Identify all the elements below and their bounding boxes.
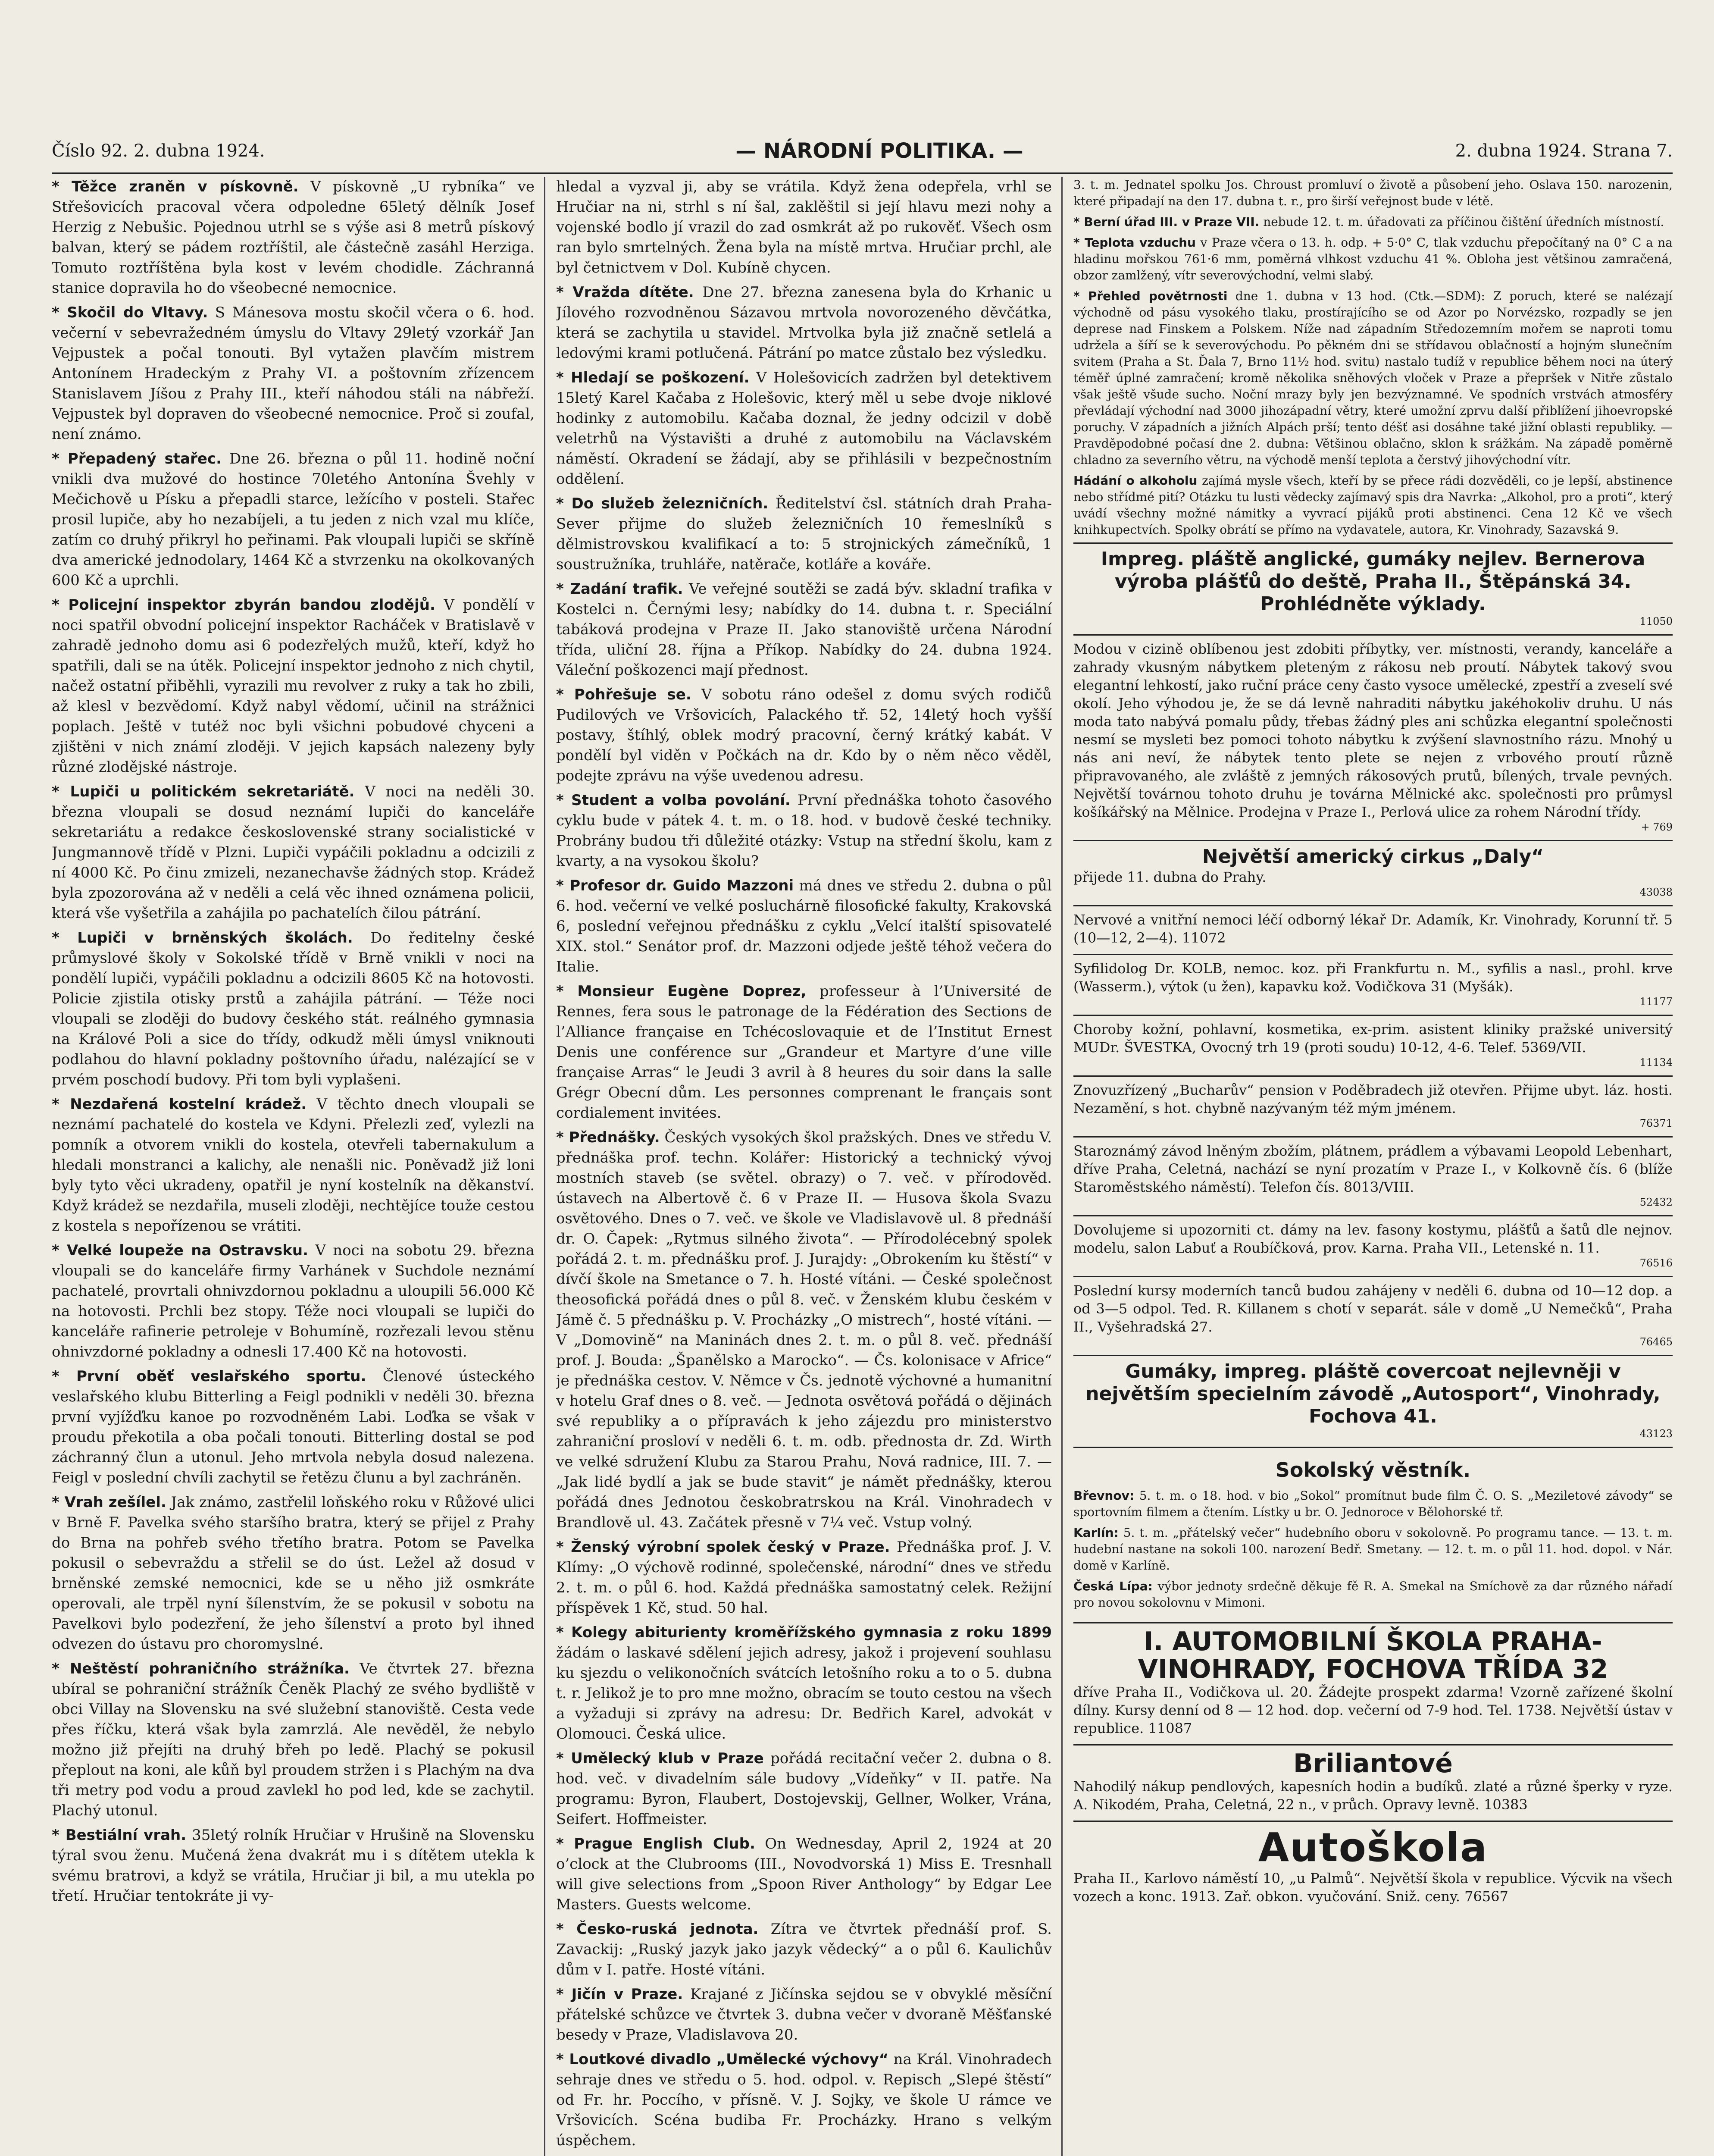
article-text: Ve veřejné soutěži se zadá býv. skladní trafika v Kostelci n. Černými lesy; nabídky do 14. dubna t. r. Speciální tabáková prodejna v Praze II. Jako stanoviště určena Národní třída, uliční 28. října a Příkop. Nabídky do 24. dubna 1924. Váleční poškozenci mají přednost. bbox=[556, 580, 1052, 679]
article-headline: * Student a volba povolání. bbox=[556, 792, 791, 809]
article-text: 3. t. m. Jednatel spolku Jos. Chroust promluví o životě a působení jeho. Oslava 150. narozenin, které připadají na den 17. dubna t. r., pro širší veřejnost bude v létě. bbox=[1073, 178, 1673, 208]
article-paragraph bbox=[52, 1366, 535, 1488]
article-paragraph bbox=[1073, 473, 1673, 538]
article-headline: * Přehled povětrnosti bbox=[1073, 289, 1228, 303]
article-headline: * Prague English Club. bbox=[556, 1835, 755, 1852]
article-paragraph bbox=[52, 1659, 535, 1821]
article-headline: * Vražda dítěte. bbox=[556, 284, 694, 301]
ad-text: Poslední kursy moderních tanců budou zahájeny v neděli 6. dubna od 10—12 dop. a od 3—5 odpol. Ted. R. Killanem s chotí v separát. sále v domě „U Nemečků“, Praha II., Vyšehradská 27. bbox=[1073, 1282, 1673, 1335]
article-paragraph bbox=[52, 928, 535, 1090]
sokol-item bbox=[1073, 1525, 1673, 1574]
article-paragraph bbox=[556, 790, 1052, 871]
column-rule bbox=[1061, 177, 1063, 2156]
article-paragraph bbox=[1073, 288, 1673, 468]
article-text: Jak známo, zastřelil loňského roku v Růžové ulici v Brně F. Pavelka svého staršího bratra, který se přijel z Prahy do Brna na pohřeb svého třetího bratra. Potom se Pavelka pokusil o sebevraždu a střelil se do úst. Ležel až dosud v brněnské zemské nemocnici, kde se u něho již osmkráte operovali, ale trpěl nyní šílenstvím, že se pokusil v sobotu na Pavelkovi bylo podezření, že jeho šílenství a proto byl ihned odvezen do ústavu pro choromyslné. bbox=[52, 1494, 535, 1653]
article-headline: * Profesor dr. Guido Mazzoni bbox=[556, 877, 794, 894]
article-text: dne 1. dubna v 13 hod. (Ctk.—SDM): Z poruch, které se nalézají východně od pásu vysokého tlaku, prostírajícího se od Azor po Norvézsko, rozpadly se jen deprese nad Finskem a Polskem. Níže nad západním Středozemním mořem se naproti tomu udržela a šíří se k severovýchodu. Po pěkném dni se střídavou oblačností a hojným slunečním svitem (Praha a St. Ďala 7, Brno 11½ hod. svitu) nastalo tudíž v republice během noci na úterý téměř úplné zamračení; kromě několika sněhových vloček v Praze a přepršek v Nitře zůstalo však ještě všude sucho. Noční mrazy byly jen bezvýznamné. Ve spodních vrstvách atmosféry převládají východní nad 3000 jihozápadní větry, které umožní zprvu další přiblížení jihoevropské poruchy. V západních a jižních Alpách prší; tento déšť asi dosáhne také jižní oblasti republiky. — Pravděpodobné počasí dne 2. dubna: Většinou oblačno, sklon k srážkám. Na západě poměrně chladno za severního větru, na východě menší teplota a čerstvý jihovýchodní vítr. bbox=[1073, 289, 1673, 467]
article-paragraph bbox=[556, 368, 1052, 489]
article-text: Českých vysokých škol pražských. Dnes ve středu V. přednáška prof. techn. Kolářer: Historický a technický vývoj mostních staveb (se světel. obrazy) o 7. več. v přírodověd. ústavech na Albertově č. 6 v Praze II. — Husova škola Svazu osvětového. Dnes o 7. več. ve škole ve Vladislavově ul. 8 přednáší dr. O. Čapek: „Rytmus silného života“. — Přírodolécebný spolek pořádá 2. t. m. přednášku prof. J. Jurajdy: „Obrokením ku štěstí“ v dívčí škole na Smetance o 7. h. Hosté vítáni. — České společnost theosofická pořádá dnes o půl 8. več. v Ženském klubu českém v Jámě č. 5 přednášku p. V. Procházky „O mistrech“, hosté vítáni. — V „Domovině“ na Maninách dnes 2. t. m. o půl 8. več. přednáší prof. J. Bouda: „Španělsko a Marocko“. — Čs. kolonisace v Africe“ je přednáška cestov. V. Němce v Čs. jednotě výchovné a humanitní v hotelu Graf dnes o 8. več. — Jednota osvětová pořádá o dějinách své republiky a o přípravách k jeho zájezdu pro ministerstvo zahraniční prosloví v neděli 6. t. m. odb. přednosta dr. Zd. Wirth ve velké sdružení Klubu za Starou Prahu, Nová radnice, III. 7. — „Jak lidé bydlí a jak se bude stavit“ je námět přednášky, kterou pořádá dnes Jednotou českobratrskou na Král. Vinohradech v Brandlově ul. 43. Začátek přesně v 7¼ več. Vstup volný. bbox=[556, 1129, 1052, 1531]
advertisement bbox=[1073, 1075, 1673, 1134]
advertisement bbox=[1073, 905, 1673, 952]
advertisement bbox=[1073, 1015, 1673, 1074]
article-paragraph bbox=[52, 595, 535, 777]
masthead-title: — NÁRODNÍ POLITIKA. — bbox=[735, 139, 1023, 163]
article-headline: * Umělecký klub v Praze bbox=[556, 1750, 764, 1767]
article-headline: * Skočil do Vltavy. bbox=[52, 304, 208, 321]
article-text: V sobotu ráno odešel z domu svých rodičů Pudilových ve Vršovicích, Palackého tř. 52, 14letý hoch vyšší postavy, štíhlý, oblek modrý pracovní, černý krátký kabát. V pondělí byl viděn v Počkách na dr. Kdo by o něm něco věděl, podejte zprávu na výše uvedenou adresu. bbox=[556, 686, 1052, 784]
ad-text: Choroby kožní, pohlavní, kosmetika, ex-prim. asistent kliniky pražské universitý MUDr. ŠVESTKA, Ovocný trh 19 (proti soudu) 10-12, 4-6. Telef. 5369/VII. bbox=[1073, 1021, 1673, 1056]
article-text: pořádá recitační večer 2. dubna o 8. hod. več. v divadelním sále budovy „Vídeňky“ v II. patře. Na programu: Byron, Flaubert, Dostojevskij, Gellner, Wolker, Vrána, Seifert. Hoffmeister. bbox=[556, 1750, 1052, 1828]
article-paragraph bbox=[556, 685, 1052, 786]
ad-large-headline: Autoškola bbox=[1258, 1824, 1488, 1871]
masthead-date-page: 2. dubna 1924. Strana 7. bbox=[1455, 141, 1673, 161]
advertisement bbox=[1073, 1355, 1673, 1445]
ad-number: 76465 bbox=[1639, 1336, 1673, 1348]
column-1 bbox=[52, 177, 535, 2156]
article-headline: * Pohřešuje se. bbox=[556, 686, 691, 703]
ad-headline: Největší americký cirkus „Daly“ bbox=[1202, 846, 1544, 868]
article-headline: * Do služeb železničních. bbox=[556, 495, 769, 512]
ad-text: Znovuzřízený „Bucharův“ pension v Poděbradech již otevřen. Přijme ubyt. láz. hosti. Nezamění, s hot. chybně nazývaným též mým jménem. bbox=[1073, 1082, 1673, 1116]
article-text: má dnes ve středu 2. dubna o půl 6. hod. večerní ve velké posluchárně filosofické fakulty, Krakovská 6, poslední veřejnou přednášku z cyklu „Velcí italští spisovatelé XIX. stol.“ Senátor prof. dr. Mazzoni odjede ještě téhož večera do Italie. bbox=[556, 877, 1052, 975]
article-paragraph bbox=[1073, 177, 1673, 210]
article-headline: * Teplota vzduchu bbox=[1073, 235, 1196, 250]
advertisement bbox=[1073, 1136, 1673, 1213]
ad-text: Syfilidolog Dr. KOLB, nemoc. koz. při Frankfurtu n. M., syfilis a nasl., prohl. krve (Wasserm.), výtok (u žen), kapavku kož. Vodičkova 31 (Myšák). bbox=[1073, 960, 1673, 995]
article-headline: * Kolegy abiturienty kroměřížského gymnasia z roku 1899 bbox=[556, 1624, 1052, 1641]
advertisement bbox=[1073, 954, 1673, 1013]
article-text: žádám o laskavé sdělení jejich adresy, jakož i projevení souhlasu ku sjezdu o velikonočních svátcích letošního roku a to o 5. dubna t. r. Jelikož je to pro mne možno, obracím se touto cestou na všech a vyžaduji si zprávy na adresu: Dr. Bedřich Karel, advokát v Olomouci. Česká ulice. bbox=[556, 1644, 1052, 1742]
ad-number: 76371 bbox=[1639, 1117, 1673, 1129]
article-text: v Praze včera o 13. h. odp. + 5·0° C, tlak vzduchu přepočítaný na 0° C a na hladinu mořskou 761·6 mm, poměrná vlhkost vzduchu 41 %. Obloha jest většinou zamračená, obzor zamlžený, vítr severovýchodní, velmi slabý. bbox=[1073, 235, 1673, 282]
article-paragraph bbox=[52, 1492, 535, 1655]
article-text: On Wednesday, April 2, 1924 at 20 o’clock at the Clubrooms (III., Novodvorská 1) Miss E. Tresnhall will give selections from „Spoon River Anthology“ by Edgar Lee Masters. Guests welcome. bbox=[556, 1835, 1052, 1913]
article-text: Členové ústeckého veslařského klubu Bitterling a Feigl podnikli v neděli 30. března první vyjížďku kanoe po rozvodněném Labi. Loďka se však v proudu překotila a oba počali tonouti. Bitterling dostal se pod záchranný člun a utonul. Jeho mrtvola nebyla dosud nalezena. Feigl v poslední chvíli zachytil se řetězu člunu a byl zachráněn. bbox=[52, 1368, 535, 1486]
article-text: Ředitelství čsl. státních drah Praha-Sever přijme do služeb železničních 10 řemeslníků s dělmistrovskou kvalifikací a to: 5 strojnických zámečníků, 1 soustružníka, truhláře, natěrače, kotláře a kováře. bbox=[556, 495, 1052, 573]
ad-number: 43038 bbox=[1639, 886, 1673, 898]
ad-text: Nervové a vnitřní nemoci léčí odborný lékař Dr. Adamík, Kr. Vinohrady, Korunní tř. 5 (10—12, 2—4). 11072 bbox=[1073, 912, 1673, 946]
article-text: V noci na neděli 30. března vloupali se dosud neznámí lupiči do kanceláře sekretariátu a redakce československé strany socialistické v Jungmannově třídě v Plzni. Lupiči vypáčili pokladnu a odcizili z ní 4000 Kč. Po činu zmizeli, nezanechavše žádných stop. Krádež byla zpozorována až v neděli a celá věc ihned oznámena policii, která vše vyšetřila a zahájila po pachatelích čilou pátrání. bbox=[52, 783, 535, 922]
article-paragraph bbox=[556, 282, 1052, 364]
sokol-item-text: 5. t. m. „přátelský večer“ hudebního oboru v sokolovně. Po programu tance. — 13. t. m. hudební nastane na sokoli 100. narození Bedř. Smetany. — 12. t. m. o půl 11. hod. dopol. v Nár. domě v Karlíně. bbox=[1073, 1526, 1673, 1573]
article-text: První přednáška tohoto časového cyklu bude v pátek 4. t. m. o 18. hod. v budově české techniky. Probrány budou tři důležité otázky: Vstup na střední školu, kam z kvarty, a na vysokou školu? bbox=[556, 792, 1052, 870]
article-paragraph bbox=[556, 494, 1052, 575]
article-paragraph bbox=[1073, 235, 1673, 284]
article-headline: * Monsieur Eugène Doprez, bbox=[556, 983, 807, 1000]
article-text: Dne 27. března zanesena byla do Krhanic u Jílového rozvodněnou Sázavou mrtvola novorozeného děvčátka, která se zachytila u stavidel. Mrtvolka byla již značně setlelá a ledovými krami potlučená. Pátrání po matce zůstalo bez výsledku. bbox=[556, 284, 1052, 362]
ad-text: dříve Praha II., Vodičkova ul. 20. Žádejte prospekt zdarma! Vzorně zařízené školní dílny. Kursy denní od 8 — 12 hod. dop. večerní od 7-9 hod. Tel. 1738. Největší ústav v republice. 11087 bbox=[1073, 1684, 1673, 1736]
article-paragraph bbox=[52, 1825, 535, 1906]
article-text: nebude 12. t. m. úřadovati za příčinou čištění úředních místností. bbox=[1263, 215, 1664, 229]
article-paragraph bbox=[556, 1984, 1052, 2045]
article-headline: * Česko-ruská jednota. bbox=[556, 1921, 759, 1938]
article-headline: * Jičín v Praze. bbox=[556, 1986, 683, 2003]
article-headline: * Berní úřad III. v Praze VII. bbox=[1073, 215, 1260, 229]
article-paragraph bbox=[52, 449, 535, 591]
article-text: professeur à l’Université de Rennes, fera sous le patronage de la Fédération des Sections de l’Alliance française en Tchécoslovaquie et de l’Institut Ernest Denis une conférence sur „Grandeur et Martyre d’une ville française Arras“ le Jeudi 3 avril à 8 heures du soir dans la salle Grégr Obecní dům. Les personnes comprenant le français sont cordialement invitées. bbox=[556, 983, 1052, 1122]
article-paragraph bbox=[52, 782, 535, 924]
article-headline: * Přednášky. bbox=[556, 1129, 660, 1146]
article-text: Ve čtvrtek 27. března ubíral se pohraniční strážník Čeněk Plachý ze svého bydliště v obci Villay na Slovensku na své služební stanoviště. Cesta vede přes říčku, která však byla zamrzlá. Ale nevěděl, že nebylo možno již přejíti na druhý břeh po ledě. Plachý se pokusil přeplout na koni, ale kůň byl proudem stržen i s Plachým na dva tři metry pod vodu a proud zavlekl ho pod led, kde se zachytil. Plachý utonul. bbox=[52, 1660, 535, 1819]
article-paragraph bbox=[556, 981, 1052, 1123]
article-paragraph bbox=[52, 1094, 535, 1236]
article-text: V pondělí v noci spatřil obvodní policejní inspektor Racháček v Bratislavě v zahradě jednoho domu asi 6 podezřelých mužů, kteří, když ho spatřili, dali se na útěk. Policejní inspektor jednoho z nich chytil, načež ostatní přiběhli, vyrazili mu revolver z ruky a tak ho zbili, až klesl v bezvědomí. Když nabyl vědomí, učinil na strážnici poplach. Ještě v tutéž noc byli všichni pobudové chyceni a zjištěni v nich známí zloději. V jejich kapsách nalezeny byly různé zlodějské nástroje. bbox=[52, 596, 535, 776]
article-text: Krajané z Jičínska sejdou se v obvyklé měsíční přátelské schůzce ve čtvrtek 3. dubna večer v dvoraně Měšťanské besedy v Praze, Vladislavova 20. bbox=[556, 1986, 1052, 2043]
article-headline: * Loutkové divadlo „Umělecké výchovy“ bbox=[556, 2051, 889, 2068]
article-paragraph bbox=[556, 579, 1052, 680]
ad-number: + 769 bbox=[1641, 821, 1673, 833]
article-text: V pískovně „U rybníka“ ve Střešovicích pracoval včera odpoledne 65letý dělník Josef Herzig z Nebušic. Pojednou utrhl se s výše asi 8 metrů pískový balvan, který se pádem roztříštil, ale částečně zasáhl Herziga. Tomuto roztříštěna byla kost v levém chodidle. Záchranná stanice dopravila ho do všeobecné nemocnice. bbox=[52, 178, 535, 297]
ad-text: Dovolujeme si upozorniti ct. dámy na lev. fasony kostymu, plášťů a šatů dle nejnov. modelu, salon Labuť a Roubíčková, prov. Karna. Praha VII., Letenské n. 11. bbox=[1073, 1222, 1673, 1256]
sokol-item-text: 5. t. m. o 18. hod. v bio „Sokol“ promítnut bude film Č. O. S. „Meziletové závody“ se sportovním filmem a čtením. Lístky u br. O. Jednoroce v Bělohorské tř. bbox=[1073, 1489, 1673, 1519]
article-text: Do ředitelny české průmyslové školy v Sokolské třídě v Brně vnikli v noci na pondělí lupiči, vypáčili pokladnu a odcizili 8605 Kč na hotovosti. Policie zjistila otisky prstů a zahájila pátrání. — Téže noci vloupali se zloději do budovy českého stát. reálného gymnasia na Králové Poli a sice do třídy, odkudž měli úmysl vniknouti podlahou do hlavní pokladny poštovního úřadu, nalézající se v prvém poschodí budovy. Při tom byli vyplašeni. bbox=[52, 929, 535, 1088]
article-text: Přednáška prof. J. V. Klímy: „O výchově rodinné, společenské, národní“ dnes ve středu 2. t. m. o půl 6. hod. Každá přednáška samostatný celek. Režijní příspěvek 1 Kč, stud. 50 hal. bbox=[556, 1539, 1052, 1617]
section-title-sokol: Sokolský věstník. bbox=[1275, 1458, 1471, 1482]
article-paragraph bbox=[52, 1241, 535, 1362]
article-text: na Král. Vinohradech sehraje dnes ve středu o 5. hod. odpol. v. Repisch „Slepé štěstí“ od Fr. hr. Poccího, v přísně. V. J. Sojky, ve škole U rámce ve Vršovicích. Scéna budiba Fr. Procházky. Hrano s velkým úspěchem. bbox=[556, 2051, 1052, 2149]
article-paragraph bbox=[556, 177, 1052, 278]
article-paragraph bbox=[556, 1537, 1052, 1618]
ad-text: Nahodilý nákup pendlových, kapesních hodin a budíků. zlaté a různé šperky v ryze. A. Nikodém, Praha, Celetná, 22 n., v průch. Opravy levně. 10383 bbox=[1073, 1778, 1673, 1813]
article-headline: * Ženský výrobní spolek český v Praze. bbox=[556, 1539, 890, 1556]
article-paragraph bbox=[1073, 214, 1673, 230]
sokol-section bbox=[1073, 1447, 1673, 1620]
article-headline: Hádání o alkoholu bbox=[1073, 473, 1198, 488]
ad-text: Staroznámý závod lněným zbožím, plátnem, prádlem a výbavami Leopold Lebenhart, dříve Praha, Celetná, nachází se nyní prozatím v Praze I., v Kolkovně čís. 6 (blíže Staroměstského náměstí). Telefon čís. 8013/VIII. bbox=[1073, 1143, 1673, 1195]
ad-number: 52432 bbox=[1639, 1196, 1673, 1208]
column-3 bbox=[1073, 177, 1673, 2156]
sokol-item-text: výbor jednoty srdečně děkuje fě R. A. Smekal na Smíchově za dar různého nářadí pro novou sokolovnu v Mimoni. bbox=[1073, 1579, 1673, 1610]
article-text: hledal a vyzval ji, aby se vrátila. Když žena odepřela, vrhl se Hručiar na ni, strhl s ní šal, zaklěštil si její hlavu mezi nohy a vojenské bodlo jí vrazil do zad osmkrát až po rukověť. Všech osm ran bylo smrtelných. Žena byla na místě mrtva. Hručiar prchl, ale byl četnictvem v Dol. Kubíně chycen. bbox=[556, 178, 1052, 276]
ad-text: Modou v cizině oblíbenou jest zdobiti příbytky, ver. místnosti, verandy, kanceláře a zahrady vkusným nábytkem pleteným z rákosu neb proutí. Nábytek takový svou elegantní lehkostí, jako ruční práce ceny často vysoce umělecké, zpestří a zveselí své okolí. Jeho výhodou je, že se dá levně nahraditi nábytku jakéhokoliv druhu. U nás moda tato nabývá pomalu půdy, třebas žádný ples ani schůzka elegantní společnosti nesmí se mysleti bez pomoci tohoto nábytku k zvýšení slavnostního rázu. Mnohý u nás ani neví, že nábytek tento plete se nejen z vrbového proutí různě připravovaného, ale zvláště z jemných rákosových prutů, bílených, trvale pevných. Největší továrnou tohoto druhu je továrna Mělnické akc. společnosti pro průmysl košíkářský na Mělnice. Prodejna v Praze I., Perlová ulice za rohem Národní třídy. bbox=[1073, 641, 1673, 820]
article-headline: * Hledají se poškození. bbox=[556, 369, 750, 386]
masthead bbox=[52, 138, 1673, 174]
ad-number: 11134 bbox=[1639, 1056, 1673, 1069]
advertisement-large bbox=[1073, 1622, 1673, 1742]
article-headline: * Lupiči u politickém sekretariátě. bbox=[52, 783, 355, 800]
advertisement bbox=[1073, 840, 1673, 903]
sokol-item bbox=[1073, 1488, 1673, 1520]
ad-headline: Gumáky, impreg. pláště covercoat nejlevněji v největším specielním závodě „Autosport“, Vinohrady, Fochova 41. bbox=[1085, 1360, 1661, 1427]
article-headline: * Neštěstí pohraničního strážníka. bbox=[52, 1660, 350, 1677]
article-paragraph bbox=[556, 1128, 1052, 1533]
ad-number: 43123 bbox=[1639, 1428, 1673, 1440]
sokol-item bbox=[1073, 1578, 1673, 1611]
article-headline: * Zadání trafik. bbox=[556, 580, 683, 598]
sokol-item-place: Břevnov: bbox=[1073, 1489, 1135, 1503]
article-headline: * Bestiální vrah. bbox=[52, 1827, 187, 1844]
article-paragraph bbox=[556, 1623, 1052, 1744]
advertisement bbox=[1073, 542, 1673, 633]
ad-number: 11050 bbox=[1639, 615, 1673, 627]
article-text: Dne 26. března o půl 11. hodině noční vnikli dva mužové do hostince 70letého Antonína Švehly v Mečichově u Písku a přepadli starce, ležícího v posteli. Stařec prosil lupiče, aby ho nezabíjeli, a tu jeden z nich vzal mu klíče, zatím co druhý přikryl ho peřinami. Pak vloupali lupiči se skříně dva americké jednodolary, 1464 Kč a stvrzenku na okolkovaných 600 Kč a uprchli. bbox=[52, 450, 535, 589]
article-paragraph bbox=[556, 1749, 1052, 1830]
article-text: Zítra ve čtvrtek přednáší prof. S. Zavackij: „Ruský jazyk jako jazyk vědecký“ a o půl 6. Kaulichův dům v I. patře. Hosté vítáni. bbox=[556, 1921, 1052, 1978]
article-paragraph bbox=[556, 1919, 1052, 1980]
article-text: S Mánesova mostu skočil včera o 6. hod. večerní v sebevražedném úmyslu do Vltavy 29letý vzorkář Jan Vejpustek a počal tonouti. Byl vytažen plavčím mistrem Antonínem Hradeckým z Prahy VI. a poštovním zřízencem Stanislavem Jíšou z Prahy III., kteří náhodou stáli na nábřeží. Vejpustek byl dopraven do všeobecné nemocnice. Proč si zoufal, není známo. bbox=[52, 304, 535, 443]
masthead-issue: Číslo 92. 2. dubna 1924. bbox=[52, 141, 265, 161]
article-paragraph bbox=[556, 876, 1052, 977]
ad-text: Praha II., Karlovo náměstí 10, „u Palmů“. Největší škola v republice. Výcvik na všech vozech a konc. 1913. Zař. obkon. vyučování. Sniž. ceny. 76567 bbox=[1073, 1870, 1673, 1905]
ad-headline: Impreg. pláště anglické, gumáky nejlev. Bernerova výroba plášťů do deště, Praha II., Štěpánská 34. Prohlédněte výklady. bbox=[1101, 548, 1645, 615]
article-headline: * Přepadený stařec. bbox=[52, 450, 222, 467]
article-paragraph bbox=[52, 177, 535, 298]
article-text: V těchto dnech vloupali se neznámí pachatelé do kostela ve Kdyni. Přelezli zeď, vylezli na pomník a otvorem vnikli do kostela, otevřeli tabernakulum a hledali monstranci a kalichy, ale nenašli nic. Poněvadž již loni byly tyto věci ukradeny, opatřil je nyní kostelník na děkanství. Když krádež se nezdařila, museli zloději, nechtějíce touže cestou z kostela s nepořízenou se vrátiti. bbox=[52, 1096, 535, 1235]
ad-large-headline: I. AUTOMOBILNÍ ŠKOLA PRAHA-VINOHRADY, FOCHOVA TŘÍDA 32 bbox=[1138, 1626, 1608, 1684]
sokol-item-place: Česká Lípa: bbox=[1073, 1579, 1153, 1593]
column-2 bbox=[556, 177, 1052, 2156]
article-headline: * První oběť veslařského sportu. bbox=[52, 1368, 366, 1385]
advertisement-large bbox=[1073, 1821, 1673, 1911]
article-headline: * Vrah zešílel. bbox=[52, 1494, 166, 1511]
sokol-item-place: Karlín: bbox=[1073, 1526, 1119, 1540]
article-headline: * Policejní inspektor zbyrán bandou zlodějů. bbox=[52, 596, 435, 614]
advertisement-large bbox=[1073, 1744, 1673, 1819]
advertisement bbox=[1073, 1276, 1673, 1353]
article-paragraph bbox=[52, 303, 535, 445]
article-headline: * Nezdařená kostelní krádež. bbox=[52, 1096, 307, 1113]
article-paragraph bbox=[556, 2049, 1052, 2151]
article-headline: * Těžce zraněn v pískovně. bbox=[52, 178, 299, 195]
article-text: 35letý rolník Hručiar v Hrušině na Slovensku týral svou ženu. Mučená žena dvakrát mu i s dítětem utekla k svému bratrovi, a když se vrátila, Hručiar ji bil, a mu utekla po třetí. Hručiar tentokráte ji vy- bbox=[52, 1827, 535, 1905]
ad-number: 76516 bbox=[1639, 1257, 1673, 1269]
column-rule bbox=[544, 177, 545, 2156]
ad-large-headline: Briliantové bbox=[1293, 1749, 1453, 1779]
ad-number: 11177 bbox=[1639, 996, 1673, 1008]
article-text: V Holešovicích zadržen byl detektivem 15letý Karel Kačaba z Holešovic, který měl u sebe dvoje niklové hodinky z automobilu. Kačaba doznal, že jedny odcizil v době veletrhů na Výstavišti a druhé z automobilu na Václavském náměstí. Okradení se žádají, aby se přihlásili v bezpečnostním oddělení. bbox=[556, 369, 1052, 488]
article-paragraph bbox=[556, 1834, 1052, 1915]
article-headline: * Lupiči v brněnských školách. bbox=[52, 929, 353, 946]
advertisement bbox=[1073, 634, 1673, 838]
article-headline: * Velké loupeže na Ostravsku. bbox=[52, 1242, 308, 1259]
article-text: V noci na sobotu 29. března vloupali se do kanceláře firmy Varhánek v Suchdole neznámí pachatelé, provrtali ohnivzdornou pokladnu a uloupili 56.000 Kč na hotovosti. Prchli bez stopy. Téže noci vloupali se lupiči do kanceláře rafinerie petroleje v Bohumíně, rozřezali levou stěnu ohnivzdorné pokladny a odnesli 17.400 Kč na hotovosti. bbox=[52, 1242, 535, 1360]
article-text: zajímá mysle všech, kteří by se přece rádi dozvěděli, co je lepší, abstinence nebo střídmé pití? Otázku tu lusti vědecky zajímavý spis dra Navrka: „Alkohol, pro a proti“, který uvádí všechny možné námitky a vyvrací pijáků proti abstinenci. Cena 12 Kč ve všech knihkupectvích. Spolky obrátí se přímo na vydavatele, autora, Kr. Vinohrady, Sazavská 9. bbox=[1073, 473, 1673, 537]
ad-text: přijede 11. dubna do Prahy. bbox=[1073, 869, 1267, 885]
advertisement bbox=[1073, 1215, 1673, 1274]
